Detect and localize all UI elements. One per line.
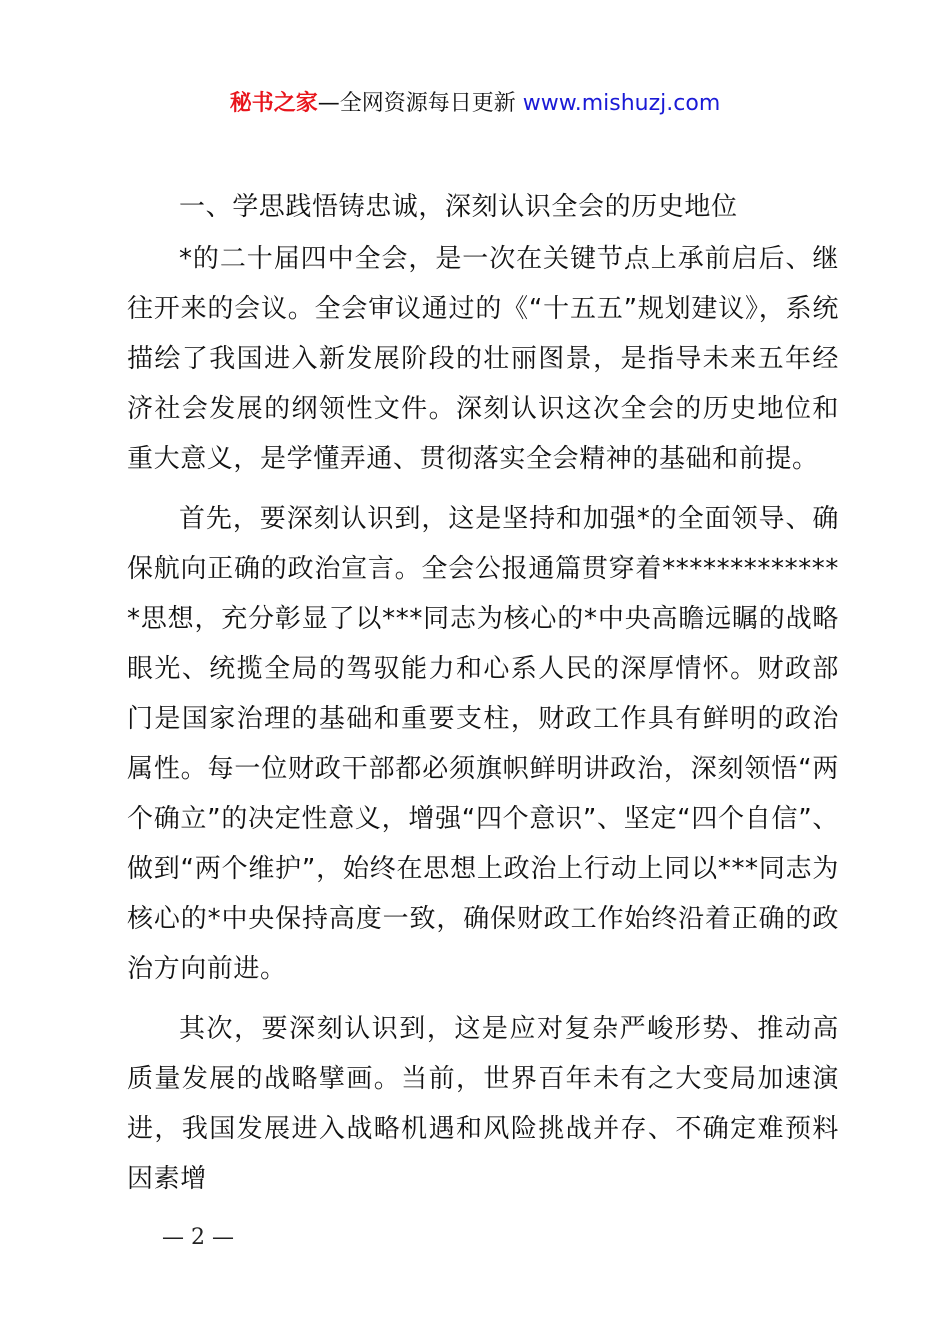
- page-number: — 2 —: [162, 1225, 234, 1250]
- site-brand: 秘书之家: [229, 91, 318, 116]
- site-url-link[interactable]: www.mishuzj.com: [522, 91, 721, 116]
- body-paragraph: 其次，要深刻认识到，这是应对复杂严峻形势、推动高质量发展的战略擘画。当前，世界百年未有之大变局加速演进，我国发展进入战略机遇和风险挑战并存、不确定难预料因素增: [127, 1014, 839, 1194]
- document-body: [127, 182, 839, 1204]
- site-tagline: —全网资源每日更新: [317, 91, 523, 116]
- site-header: [0, 86, 950, 122]
- body-paragraph: 首先，要深刻认识到，这是坚持和加强*的全面领导、确保航向正确的政治宣言。全会公报通篇贯穿着**************思想，充分彰显了以***同志为核心的*中央高瞻远瞩的战略眼光、统揽全局的驾驭能力和心系人民的深厚情怀。财政部门是国家治理的基础和重要支柱，财政工作具有鲜明的政治属性。每一位财政干部都必须旗帜鲜明讲政治，深刻领悟“两个确立”的决定性意义，增强“四个意识”、坚定“四个自信”、做到“两个维护”，始终在思想上政治上行动上同以***同志为核心的*中央保持高度一致，确保财政工作始终沿着正确的政治方向前进。: [127, 504, 839, 984]
- body-paragraph: *的二十届四中全会，是一次在关键节点上承前启后、继往开来的会议。全会审议通过的《“十五五”规划建议》，系统描绘了我国进入新发展阶段的壮丽图景，是指导未来五年经济社会发展的纲领性文件。深刻认识这次全会的历史地位和重大意义，是学懂弄通、贯彻落实全会精神的基础和前提。: [127, 244, 839, 474]
- section-heading: 一、学思践悟铸忠诚，深刻认识全会的历史地位: [179, 192, 738, 222]
